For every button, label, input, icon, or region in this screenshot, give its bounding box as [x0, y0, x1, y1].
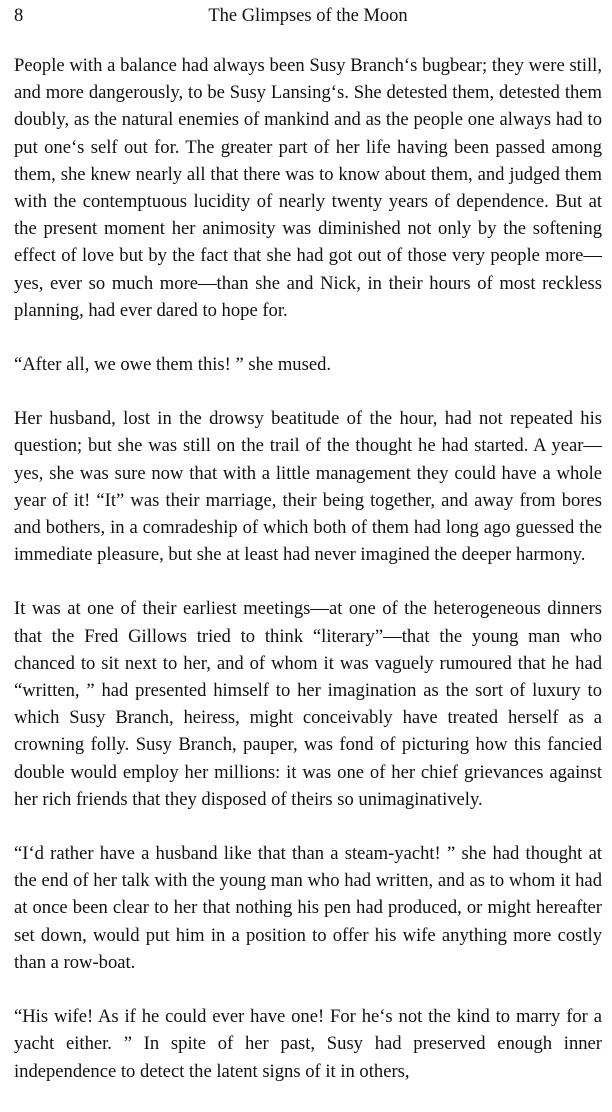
paragraph: “I‘d rather have a husband like that than a steam-yacht! ” she had thought at the end of her talk with the young man who had written, and as to whom it had at once been clear to her that nothing his pen had produced, or might hereafter set down, would put him in a position to offer his wife anything more costly than a row-boat. [14, 843, 602, 973]
running-title: The Glimpses of the Moon [208, 6, 408, 26]
page-header [14, 6, 602, 32]
paragraph: “After all, we owe them this! ” she mused. [14, 354, 332, 376]
paragraph: It was at one of their earliest meetings—at one of the heterogeneous dinners that the Fred Gillows tried to think “literary”—that the young man who chanced to sit next to her, and of whom it was vaguely rumoured that he had “written, ” had presented himself to her imagination as the sort of luxury to which Susy Branch, heiress, might conceivably have treated herself as a crowning folly. Susy Branch, pauper, was fond of picturing how this fancied double would employ her millions: it was one of her chief grievances against her rich friends that they disposed of theirs so unimaginatively. [14, 598, 602, 810]
body-text [14, 52, 602, 1112]
paragraph: People with a balance had always been Susy Branch‘s bugbear; they were still, and more dangerously, to be Susy Lansing‘s. She detested them, detested them doubly, as the natural enemies of mankind and as the people one always had to put one‘s self out for. The greater part of her life having been passed among them, she knew nearly all that there was to know about them, and judged them with the contemptuous lucidity of nearly twenty years of dependence. But at the present moment her animosity was diminished not only by the softening effect of love but by the fact that she had got out of those very people more—yes, ever so much more—than she and Nick, in their hours of most reckless planning, had ever dared to hope for. [14, 55, 602, 321]
paragraph: Her husband, lost in the drowsy beatitude of the hour, had not repeated his question; but she was still on the trail of the thought he had started. A year—yes, she was sure now that with a little management they could have a whole year of it! “It” was their marriage, their being together, and away from bores and bothers, in a comradeship of which both of them had long ago guessed the immediate pleasure, but she at least had never imagined the deeper harmony. [14, 408, 602, 566]
paragraph: “His wife! As if he could ever have one! For he‘s not the kind to marry for a yacht either. ” In spite of her past, Susy had preserved enough inner independence to detect the latent signs of it in others, [14, 1006, 602, 1082]
page-number: 8 [14, 6, 24, 26]
